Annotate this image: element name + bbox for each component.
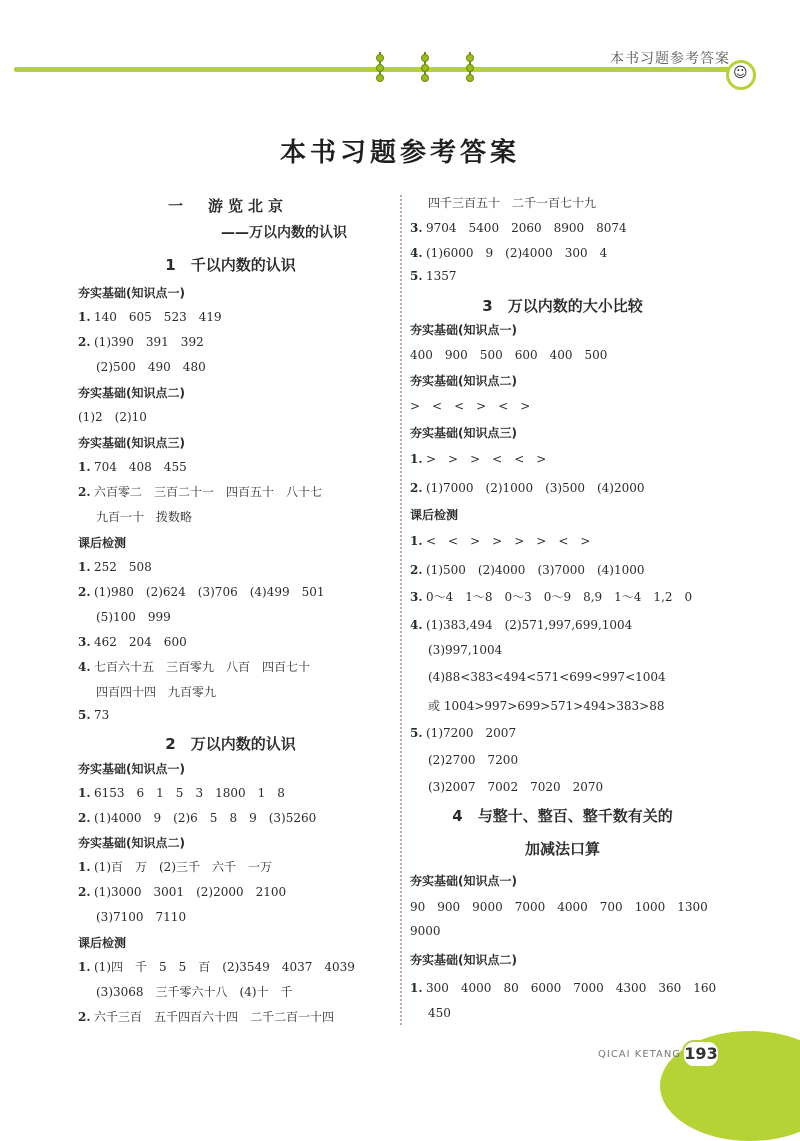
section-title: 2 万以内数的认识 <box>165 735 296 753</box>
answer-line: 5. 73 <box>78 708 110 722</box>
answer-line: (5)100 999 <box>96 610 171 624</box>
page-number: 193 <box>682 1040 720 1068</box>
answer-line: 5. (1)7200 2007 <box>410 726 517 740</box>
answer-line: 四千三百五十 二千一百七十九 <box>428 196 597 210</box>
section-title: 加减法口算 <box>524 840 600 858</box>
answer-line: 1. > > > < < > <box>410 452 547 466</box>
answer-line: (3)997,1004 <box>428 643 503 657</box>
answer-line: 2. (1)390 391 392 <box>78 335 204 349</box>
section-title: 4 与整十、整百、整千数有关的 <box>452 807 673 825</box>
answer-line: (2)500 490 480 <box>96 360 206 374</box>
footer-decoration <box>660 1031 800 1141</box>
answer-line: 1. 6153 6 1 5 3 1800 1 8 <box>78 786 285 800</box>
page-title: 本书习题参考答案 <box>279 138 520 168</box>
answer-line: 九百一十 拨数略 <box>96 510 193 524</box>
answer-line: (3)3068 三千零六十八 (4)十 千 <box>96 985 293 999</box>
answer-line: 3. 9704 5400 2060 8900 8074 <box>410 221 627 235</box>
footer-brand: QICAI KETANG <box>598 1049 682 1060</box>
answer-line: 4. 七百六十五 三百零九 八百 四百七十 <box>78 660 311 674</box>
sub-heading: 夯实基础(知识点一) <box>410 323 517 337</box>
answer-line: 四百四十四 九百零九 <box>96 685 217 699</box>
answer-line: 2. (1)3000 3001 (2)2000 2100 <box>78 885 287 899</box>
sub-heading: 夯实基础(知识点二) <box>78 386 185 400</box>
sub-heading: 夯实基础(知识点三) <box>78 436 185 450</box>
answer-line: 2. (1)980 (2)624 (3)706 (4)499 501 <box>78 585 325 599</box>
answer-line: 2. (1)7000 (2)1000 (3)500 (4)2000 <box>410 481 645 495</box>
answer-line: 1. 140 605 523 419 <box>78 310 222 324</box>
answer-line: 3. 0～4 1～8 0～3 0～9 8,9 1～4 1,2 0 <box>410 590 693 604</box>
binder-ring <box>466 52 474 82</box>
answer-line: 4. (1)6000 9 (2)4000 300 4 <box>410 246 608 260</box>
sub-heading: 夯实基础(知识点二) <box>410 374 517 388</box>
answer-line: (4)88<383<494<571<699<997<1004 <box>428 670 666 684</box>
sub-heading: 夯实基础(知识点三) <box>410 426 517 440</box>
answer-line: 2. (1)500 (2)4000 (3)7000 (4)1000 <box>410 563 645 577</box>
sub-heading: 夯实基础(知识点一) <box>410 874 517 888</box>
sub-heading: 课后检测 <box>78 936 127 950</box>
answer-line: 3. 462 204 600 <box>78 635 187 649</box>
answer-line: 1. (1)百 万 (2)三千 六千 一万 <box>78 860 272 874</box>
answer-line: 450 <box>428 1006 451 1020</box>
sub-heading: 课后检测 <box>410 508 459 522</box>
unit-title: 一 游览北京 <box>168 197 289 215</box>
column-divider <box>400 195 402 1025</box>
answer-line: 1. 300 4000 80 6000 7000 4300 360 160 <box>410 981 717 995</box>
answer-line: 400 900 500 600 400 500 <box>410 348 608 362</box>
mascot-icon: ☺ <box>726 60 756 90</box>
sub-heading: 夯实基础(知识点二) <box>78 836 185 850</box>
sub-heading: 夯实基础(知识点一) <box>78 762 185 776</box>
answer-line: 或 1004>997>699>571>494>383>88 <box>428 699 665 713</box>
header-title: 本书习题参考答案 <box>610 51 730 67</box>
answer-line: 2. 六百零二 三百二十一 四百五十 八十七 <box>78 485 323 499</box>
answer-line: (2)2700 7200 <box>428 753 519 767</box>
sub-heading: 夯实基础(知识点一) <box>78 286 185 300</box>
answer-line: 1. 252 508 <box>78 560 152 574</box>
answer-line: (3)7100 7110 <box>96 910 187 924</box>
sub-heading: 夯实基础(知识点二) <box>410 953 517 967</box>
answer-line: (3)2007 7002 7020 2070 <box>428 780 604 794</box>
section-title: 1 千以内数的认识 <box>165 256 296 274</box>
answer-line: 1. (1)四 千 5 5 百 (2)3549 4037 4039 <box>78 960 355 974</box>
section-title: 3 万以内数的大小比较 <box>482 297 643 315</box>
answer-line: 1. 704 408 455 <box>78 460 187 474</box>
binder-ring <box>421 52 429 82</box>
answer-line: 5. 1357 <box>410 269 457 283</box>
answer-line: 2. (1)4000 9 (2)6 5 8 9 (3)5260 <box>78 811 317 825</box>
answer-line: (1)2 (2)10 <box>78 410 147 424</box>
answer-line: 2. 六千三百 五千四百六十四 二千二百一十四 <box>78 1010 335 1024</box>
binder-ring <box>376 52 384 82</box>
sub-heading: 课后检测 <box>78 536 127 550</box>
answer-line: 9000 <box>410 924 441 938</box>
unit-subtitle: ——万以内数的认识 <box>221 225 347 241</box>
answer-line: 90 900 9000 7000 4000 700 1000 1300 <box>410 900 708 914</box>
answer-line: 4. (1)383,494 (2)571,997,699,1004 <box>410 618 633 632</box>
answer-line: > < < > < > <box>410 399 531 413</box>
answer-line: 1. < < > > > > < > <box>410 534 591 548</box>
